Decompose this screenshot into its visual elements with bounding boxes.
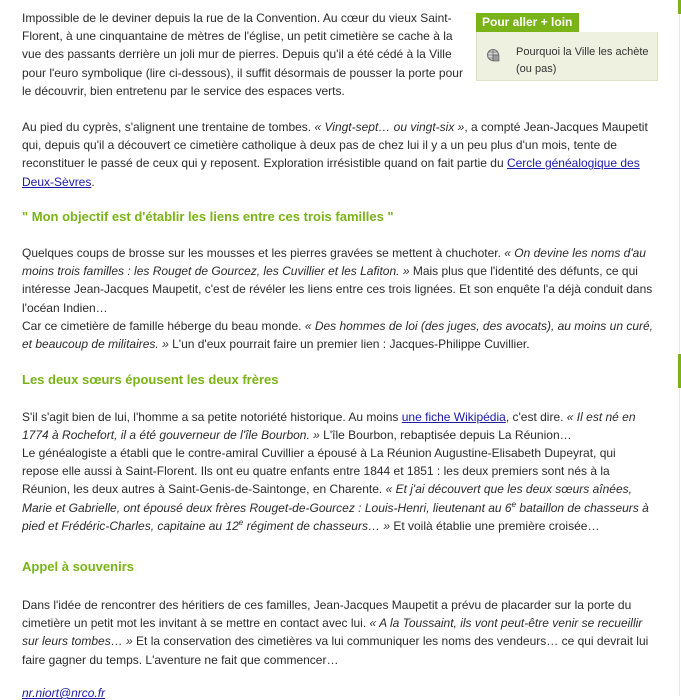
intro-paragraph: Impossible de le deviner depuis la rue de la Convention. Au cœur du vieux Saint-Florent, à une cinquantaine de mètres de l'église, un petit cimetière se cache à la vue des passants derrière un joli mur de pierres. Depuis qu'il a été cédé à la Ville pour l'euro symbolique (lire ci-dessous), il suffit désormais de pousser la porte pour le découvrir, bien entretenu par le service des espaces verts. xyxy=(22,11,463,98)
paragraph-brosse: Quelques coups de brosse sur les mousses et les pierres gravées se mettent à chuchoter. « On devine les noms d'au moins trois familles : les Rouget de Gourcez, les Cuvillier et les Lafiton. » Mais plus que l'identité des défunts, ce qui intéresse Jean-Jacques Maupetit, c'est de révéler les liens entre ces trois lignées. Et son enquête l'a déjà conduit dans l'océan Indien… xyxy=(22,246,653,315)
quote: « Et j'ai découvert que les deux sœurs aînées, Marie et Gabrielle, ont épousé deux frères Rouget-de-Gourcez : Louis-Henri, lieutenant au 6e bataillon de chasseurs à pied et Frédéric-Charles, capitaine au 12e régiment de chasseurs… » xyxy=(22,482,649,533)
section-heading-souvenirs: Appel à souvenirs xyxy=(22,559,134,574)
related-article-link[interactable]: Pourquoi la Ville les achète (ou pas) xyxy=(516,46,649,75)
contact-email-link[interactable]: nr.niort@nrco.fr xyxy=(22,686,106,700)
section-heading-soeurs: Les deux sœurs épousent les deux frères xyxy=(22,372,279,387)
globe-doc-icon xyxy=(486,48,500,62)
paragraph-genealogiste: Le généalogiste a établi que le contre-amiral Cuvillier a épousé à La Réunion Augustine-Elisabeth Dupeyrat, qui repose elle aussi à Saint-Florent. Ils ont eu quatre enfants entre 1844 et 1851 : les deux premiers sont nés à la Réunion, les deux autres à Saint-Genis-de-Saintonge, en Charente. « Et j'ai découvert que les deux sœurs aînées, Marie et Gabrielle, ont épousé deux frères Rouget-de-Gourcez : Louis-Henri, lieutenant au 6e bataillon de chasseurs à pied et Frédéric-Charles, capitaine au 12e régiment de chasseurs… » Et voilà établie une première croisée… xyxy=(22,446,649,533)
quote: « On devine les noms d'au moins trois familles : les Rouget de Gourcez, les Cuvillier et les Lafiton. » xyxy=(22,246,646,279)
related-box xyxy=(476,13,658,81)
paragraph-beau-monde: Car ce cimetière de famille héberge du beau monde. « Des hommes de loi (des juges, des avocats), au moins un curé, et beaucoup de militaires. » L'un d'eux pourrait faire un premier lien : Jacques-Philippe Cuvillier. xyxy=(22,319,653,352)
related-box-tab: Pour aller + loin xyxy=(476,13,579,32)
quote: « Il est né en 1774 à Rochefort, il a été gouverneur de l'île Bourbon. » xyxy=(22,410,636,443)
quote: « Vingt-sept… ou vingt-six » xyxy=(314,120,465,134)
related-box-body xyxy=(476,32,658,81)
section-heading-objectif: " Mon objectif est d'établir les liens entre ces trois familles " xyxy=(22,209,394,224)
paragraph-notoriete: S'il s'agit bien de lui, l'homme a sa petite notoriété historique. Au moins une fiche Wikipédia, c'est dire. « Il est né en 1774 à Rochefort, il a été gouverneur de l'île Bourbon. » L'île Bourbon, rebaptisée depuis La Réunion… xyxy=(22,410,636,443)
quote: « A la Toussaint, ils vont peut-être venir se recueillir sur leurs tombes… » xyxy=(22,616,643,649)
paragraph-cypres: Au pied du cyprès, s'alignent une trentaine de tombes. « Vingt-sept… ou vingt-six », a compté Jean-Jacques Maupetit qui, depuis qu'il a découvert ce cimetière catholique à deux pas de chez lui il y a un peu plus d'un mois, tente de reconstituer le passé de ceux qui y reposent. Exploration irrésistible quand on fait partie du Cercle généalogique des Deux-Sèvres. xyxy=(22,120,648,189)
wikipedia-link[interactable]: une fiche Wikipédia xyxy=(401,410,506,424)
quote: « Des hommes de loi (des juges, des avocats), au moins un curé, et beaucoup de militaires. » xyxy=(22,319,653,352)
cercle-genealogique-link[interactable]: Cercle généalogique des Deux-Sèvres xyxy=(22,156,640,189)
paragraph-heritiers: Dans l'idée de rencontrer des héritiers de ces familles, Jean-Jacques Maupetit a prévu de placarder sur la porte du cimetière un petit mot les invitant à se mettre en contact avec lui. « A la Toussaint, ils vont peut-être venir se recueillir sur leurs tombes… » Et la conservation des cimetières va lui communiquer les noms des vendeurs… ce qui devrait lui faire gagner du temps. L'aventure ne fait que commencer… xyxy=(22,598,649,667)
